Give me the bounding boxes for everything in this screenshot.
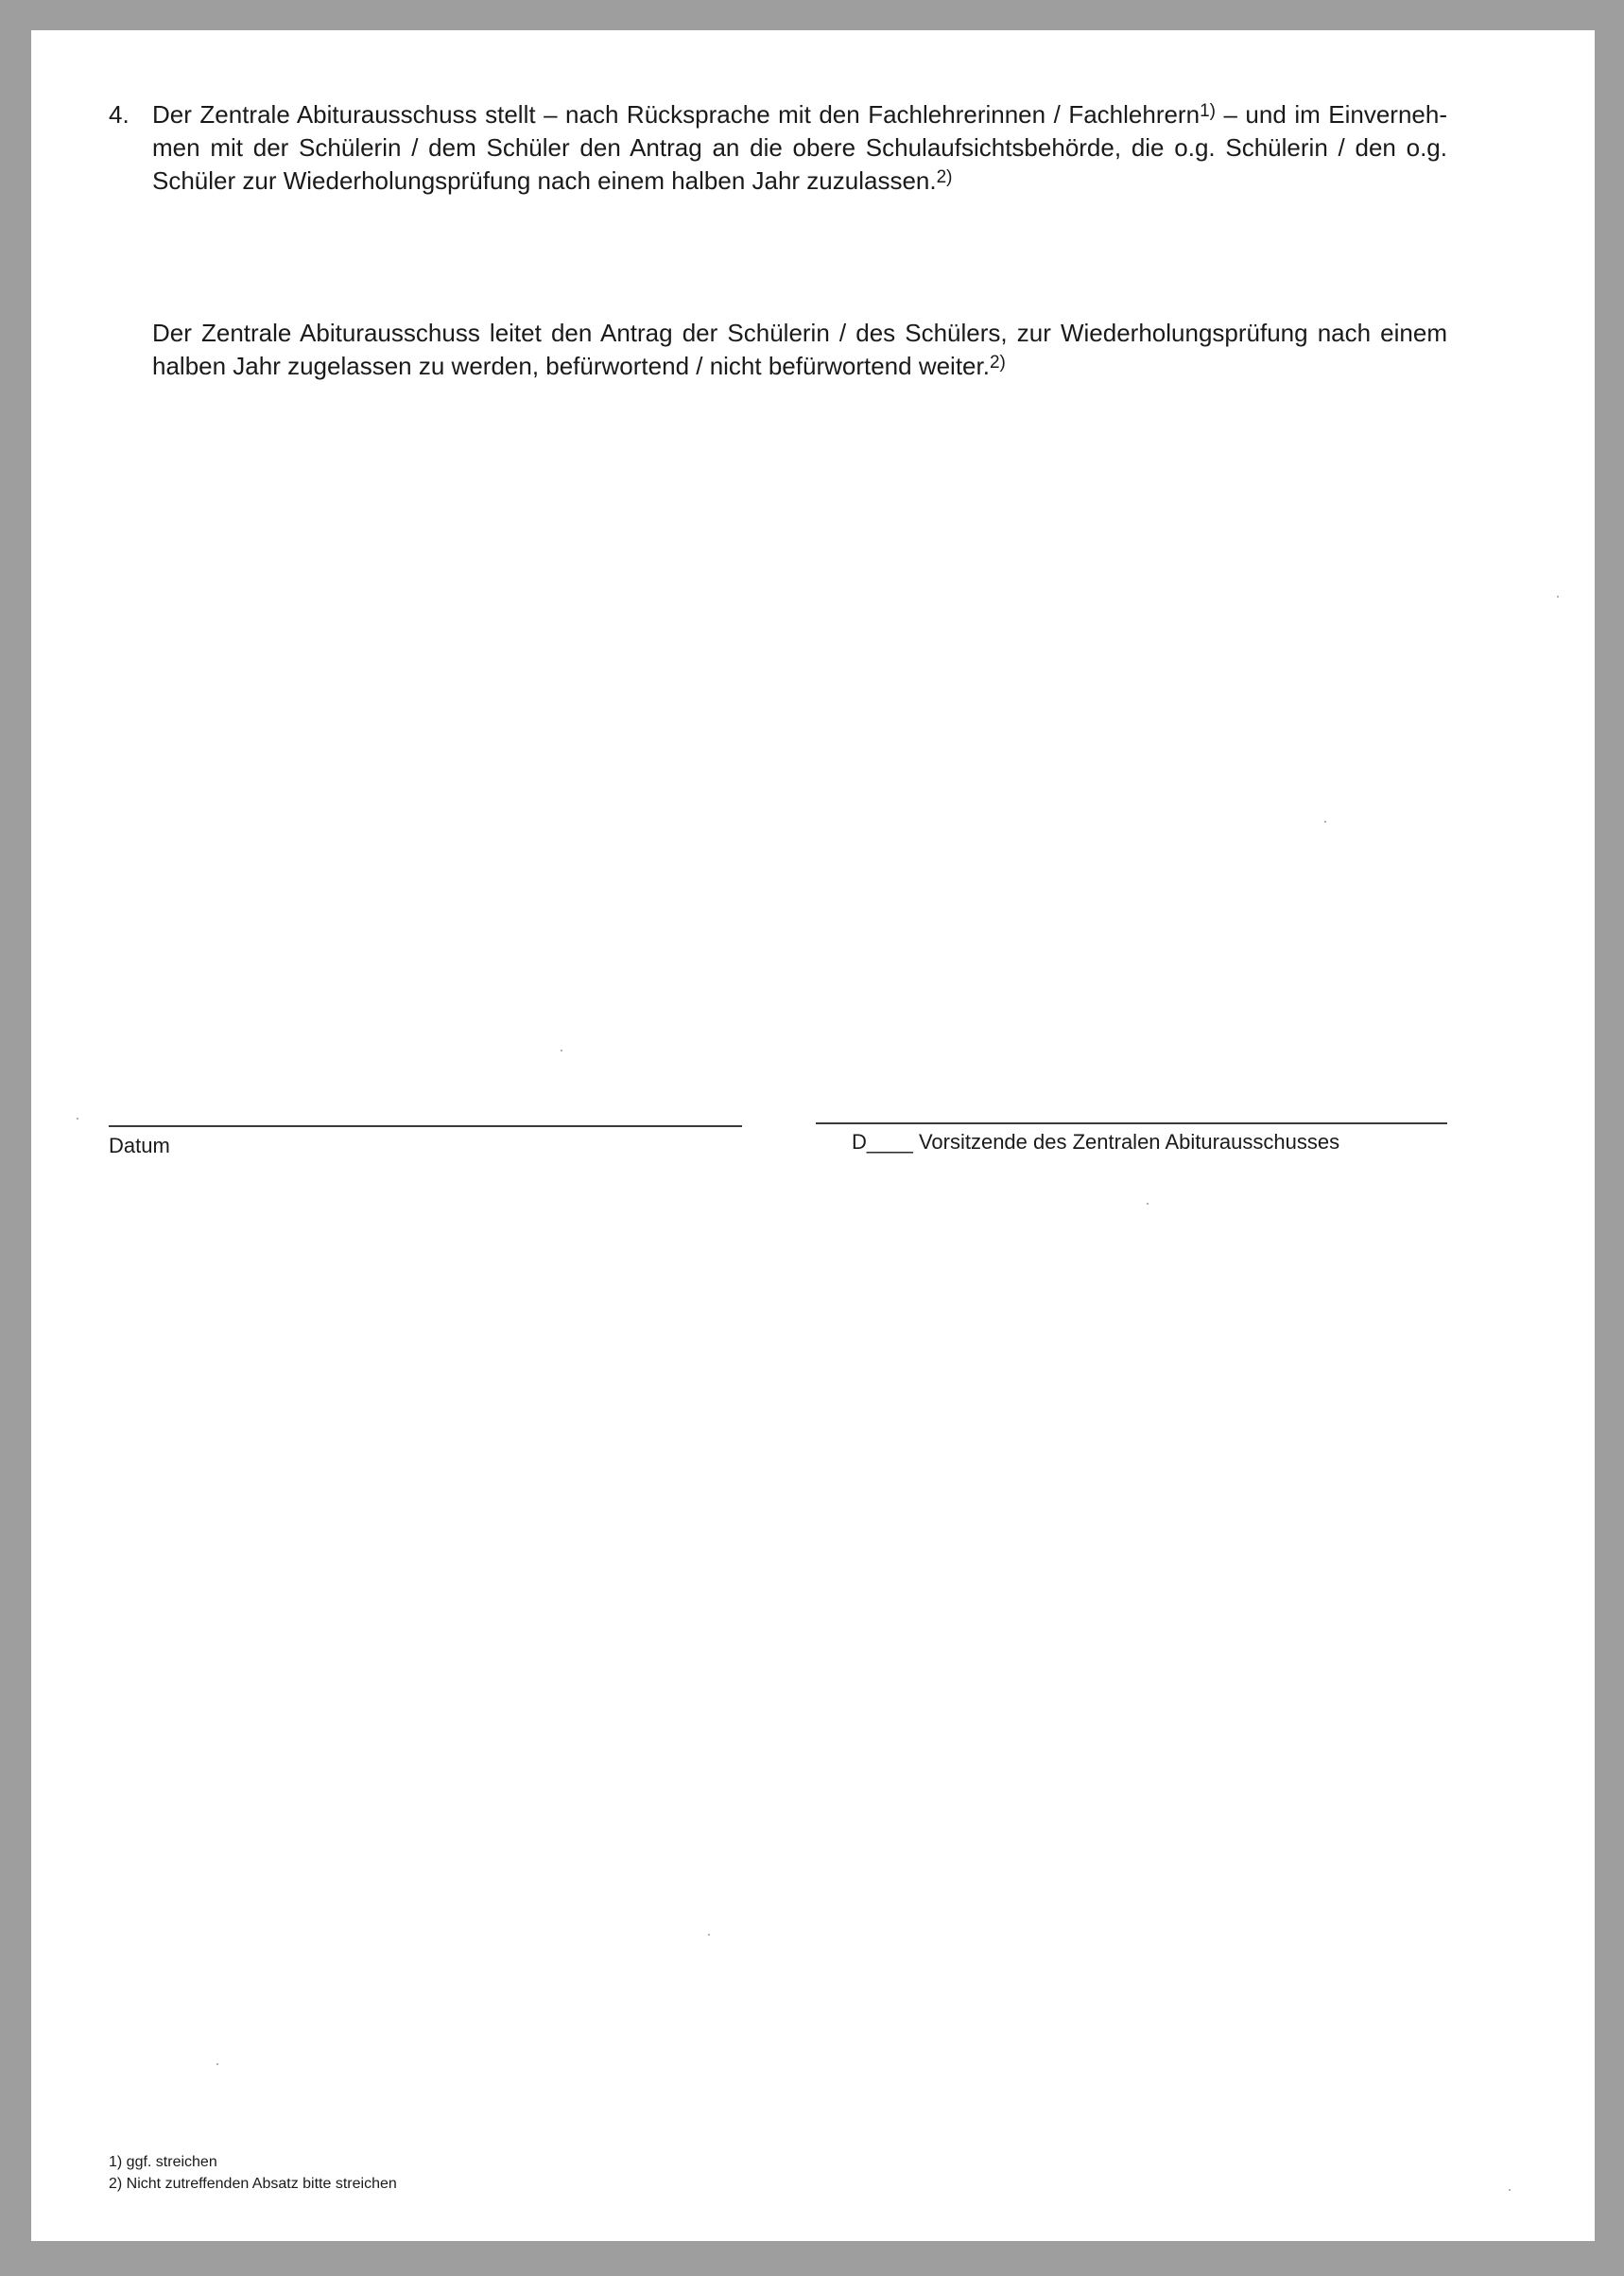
scan-speck [216, 2063, 218, 2065]
scan-speck [1147, 1203, 1149, 1205]
footnote-1: 1) ggf. streichen [109, 2154, 217, 2170]
chair-signature-line [816, 1122, 1447, 1124]
paragraph-forwarding [152, 317, 1447, 383]
scan-speck [708, 1934, 710, 1936]
chair-label: D____ Vorsitzende des Zentralen Abiturausschusses [852, 1130, 1340, 1154]
date-label: Datum [109, 1134, 170, 1157]
scan-speck [1324, 821, 1326, 823]
footnote-ref-1: 1) [1200, 101, 1216, 121]
scan-speck [1557, 596, 1559, 598]
footnote-2: 2) Nicht zutreffenden Absatz bitte streichen [109, 2176, 397, 2192]
footnote-ref-2: 2) [936, 167, 953, 187]
date-signature-line [109, 1125, 742, 1127]
footnotes [109, 2151, 397, 2195]
scan-speck [561, 1050, 562, 1051]
footnote-ref-2b: 2) [989, 353, 1006, 373]
paragraph-request [152, 98, 1447, 198]
item-number: 4. [109, 100, 130, 129]
scan-speck [77, 1118, 78, 1120]
document-page [31, 30, 1595, 2241]
scan-speck [1509, 2189, 1511, 2191]
paragraph-forwarding-text: Der Zentrale Abiturausschuss leitet den Antrag der Schülerin / des Schülers, zur Wiederholungsprüfung nach einem halben Jahr zugelassen zu werden, befürwortend / nicht befürwortend weiter. [152, 319, 1447, 380]
paragraph-request-text-a: Der Zentrale Abiturausschuss stellt – nach Rücksprache mit den Fachlehrerinnen / Fachlehrern [152, 100, 1201, 129]
paragraph-request-text-b: – und im Einvernehmen mit der Schülerin / dem Schüler den Antrag an die obere Schulaufsichtsbehörde, die o.g. Schülerin / den o.g. Schüler zur Wiederholungsprüfung nach einem halben Jahr zuzulassen. [152, 100, 1448, 195]
